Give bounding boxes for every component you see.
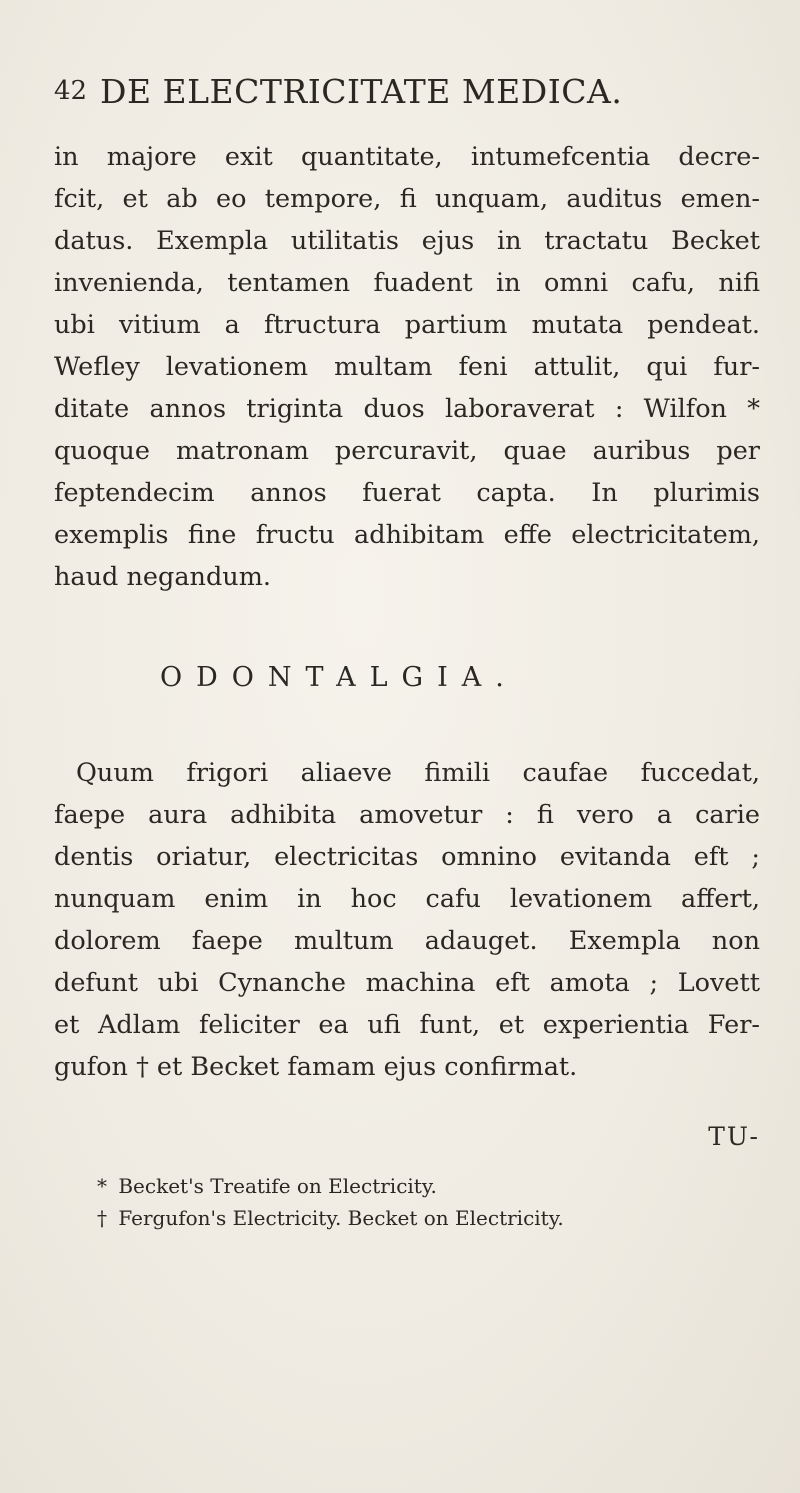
text-line: haud negandum.	[54, 562, 271, 592]
text-line: fcit, et ab eo tempore, fi unquam, auditus emen-	[54, 184, 760, 214]
text-line: ditate annos triginta duos laboraverat : Wilfon *	[54, 394, 760, 424]
running-title: DE ELECTRICITATE MEDICA.	[100, 72, 623, 111]
footnotes	[92, 1170, 772, 1234]
text-line: faepe aura adhibita amovetur : fi vero a carie	[54, 800, 760, 830]
text-line: in majore exit quantitate, intumefcentia decre-	[54, 142, 760, 172]
footnote-text: Becket's Treatife on Electricity.	[118, 1174, 437, 1198]
paragraph-2	[54, 752, 760, 1088]
text-line: gufon † et Becket famam ejus confirmat.	[54, 1052, 578, 1082]
footnote-mark: †	[97, 1206, 107, 1230]
footnote-text: Fergufon's Electricity. Becket on Electricity.	[118, 1206, 564, 1230]
text-line: nunquam enim in hoc cafu levationem affert,	[54, 884, 760, 914]
text-line: dentis oriatur, electricitas omnino evitanda eft ;	[54, 842, 760, 872]
paragraph-1	[54, 136, 760, 598]
text-line: defunt ubi Cynanche machina eft amota ; Lovett	[54, 968, 760, 998]
text-line: ubi vitium a ftructura partium mutata pendeat.	[54, 310, 760, 340]
text-line: exemplis fine fructu adhibitam effe electricitatem,	[54, 520, 760, 550]
footnote-mark: *	[97, 1174, 107, 1198]
text-line: datus. Exempla utilitatis ejus in tractatu Becket	[54, 226, 760, 256]
text-line: feptendecim annos fuerat capta. In plurimis	[54, 478, 760, 508]
text-line: quoque matronam percuravit, quae auribus per	[54, 436, 760, 466]
text-line: invenienda, tentamen fuadent in omni cafu, nifi	[54, 268, 760, 298]
text-line: dolorem faepe multum adauget. Exempla non	[54, 926, 760, 956]
text-line: Wefley levationem multam feni attulit, qui fur-	[54, 352, 760, 382]
footnote	[92, 1202, 772, 1234]
section-heading: ODONTALGIA.	[160, 662, 518, 693]
catchword: TU-	[708, 1122, 760, 1151]
text-line: et Adlam feliciter ea ufi funt, et experientia Fer-	[54, 1010, 760, 1040]
footnote	[92, 1170, 772, 1202]
text-line: Quum frigori aliaeve fimili caufae fuccedat,	[76, 758, 760, 788]
page-header	[54, 72, 754, 122]
page-number: 42	[54, 76, 88, 106]
